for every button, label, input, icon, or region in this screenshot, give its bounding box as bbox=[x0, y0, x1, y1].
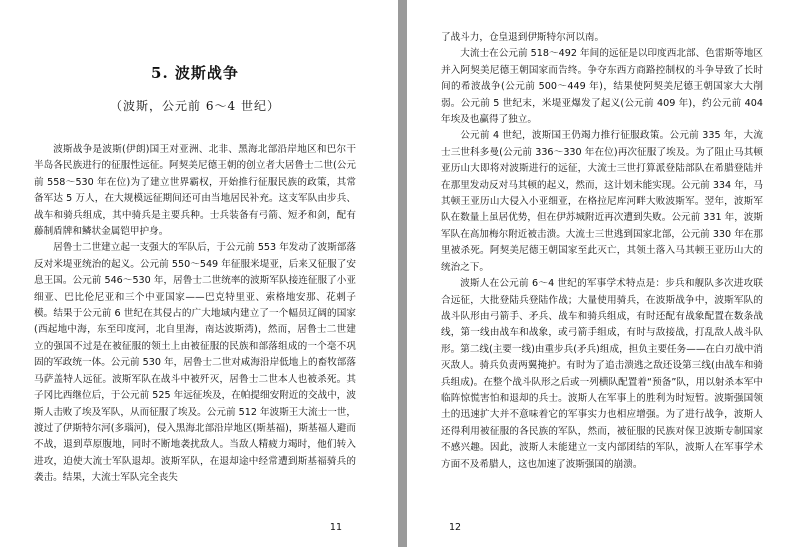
paragraph: 公元前 4 世纪，波斯国王仍竭力推行征服政策。公元前 335 年，大流士三世科多曼(公元前 336～330 年在位)再次征服了埃及。为了阻止马其顿亚历山大即将对波斯进行的远征，大流士三世打算派登陆部队在希腊登陆并在那里发动反对马其顿的起义，然而，这计划未能实现。公元前 334 年，马其顿王亚历山大侵入小亚细亚，在格拉尼库河畔大败波斯军。翌年，波斯军队在数量上虽居优势，但在伊苏城附近再次遭到失败。公元前 331 年，波斯军队在高加梅尔附近被击溃。大流士三世逃到国家北部，公元前 330 年在那里被杀死。阿契美尼德王朝国家至此灭亡，其领土落入马其顿王亚历山大的统治之下。 bbox=[441, 130, 763, 273]
left-page bbox=[0, 0, 398, 547]
page-gutter bbox=[398, 0, 407, 547]
page-number: 11 bbox=[329, 522, 342, 533]
paragraph-continued: 了战斗力，仓皇退到伊斯特尔河以南。 bbox=[441, 32, 605, 43]
paragraph: 波斯战争是波斯(伊朗)国王对亚洲、北非、黑海北部沿岸地区和巴尔干半岛各民族进行的征服性远征。阿契美尼德王朝的创立者大居鲁士二世(公元前 558～530 年在位)为了建立世界霸权，开始推行征服民族的政策，其常备军达 5 万人，在大规模远征期间还可由当地居民补充。这支军队由步兵、战车和骑兵组成，其中骑兵是主要兵种。士兵装备有弓箭、短矛和剑，配有藤制盾牌和鳞状金属铠甲护身。 bbox=[34, 144, 356, 238]
paragraph: 波斯人在公元前 6～4 世纪的军事学术特点是：步兵和舰队多次进攻联合远征，大批登陆兵登陆作战；大量使用骑兵，在波斯战争中，波斯军队的战斗队形由弓箭手、矛兵、战车和骑兵组成，有时还配有战象配置在数条战线，第一线由战车和战象，或弓箭手组成，有时与敌接战，打乱敌人战斗队形。第二线(主要一线)由重步兵(矛兵)组成，担负主要任务——在白刃战中消灭敌人。骑兵负责两翼掩护。有时为了追击溃逃之敌还设第三线(由战车和骑兵组成)。在整个战斗队形之后或一列横队配置着“预备”队，用以射杀本军中临阵惊慌害怕和退却的兵士。波斯人在军事上的胜利为时短暂。波斯强国领土的迅速扩大并不意味着它的军事实力也相应增强。为了进行战争，波斯人还得利用被征服的各民族的军队，然而，被征服的民族对保卫波斯专制国家不感兴趣。因此，波斯人未能建立一支内部团结的军队，波斯人在军事学术方面不及希腊人，这也加速了波斯强国的崩溃。 bbox=[441, 278, 763, 470]
right-page bbox=[407, 0, 801, 547]
chapter-title: 5. 波斯战争 bbox=[151, 64, 239, 82]
paragraph: 居鲁士二世建立起一支强大的军队后，于公元前 553 年发动了波斯部落反对米堤亚统治的起义。公元前 550～549 年征服米堤亚，后来又征服了安息王国。公元前 546～530 年，居鲁士二世统率的波斯军队接连征服了小亚细亚、巴比伦尼亚和三个中亚国家——巴克特里亚、索格地安那、花剌子模。结果于公元前 6 世纪在其侵占的广大地域内建立了一个幅员辽阔的国家(西起地中海，东至印度河，北自里海，南达波斯湾)，然而，居鲁士二世建立的强国不过是在被征服的领土上由被征服的民族和部落组成的一个毫不巩固的军政统一体。公元前 530 年，居鲁士二世对咸海沿岸低地上的畜牧部落马萨盖特人远征。波斯军队在战斗中被歼灭，居鲁士二世本人也被杀死。其子冈比西继位后，于公元前 525 年远征埃及，在帕提细安附近的交战中，波斯人击败了埃及军队，从而征服了埃及。公元前 512 年波斯王大流士一世，渡过了伊斯特尔河(多瑙河)，侵入黑海北部沿岸地区(斯基福)，斯基福人避而不战，退到草原腹地，同时不断地袭扰敌人。当敌人精疲力竭时，他们转入进攻，迫使大流士军队退却。波斯军队，在退却途中经常遭到斯基福骑兵的袭击。结果，大流士军队完全丧失 bbox=[34, 242, 356, 484]
page-number: 12 bbox=[449, 522, 462, 533]
paragraph: 大流士在公元前 518～492 年间的远征是以印度西北部、色雷斯等地区并入阿契美尼德王朝国家而告终。争夺东西方商路控制权的斗争导致了长时间的希波战争(公元前 500～449 年)，结果使阿契美尼德王朝国家大大削弱。公元前 5 世纪末，米堤亚爆发了起义(公元前 409 年)，约公元前 404 年埃及也赢得了独立。 bbox=[441, 48, 763, 126]
chapter-subtitle: （波斯，公元前 6～4 世纪） bbox=[110, 99, 280, 113]
